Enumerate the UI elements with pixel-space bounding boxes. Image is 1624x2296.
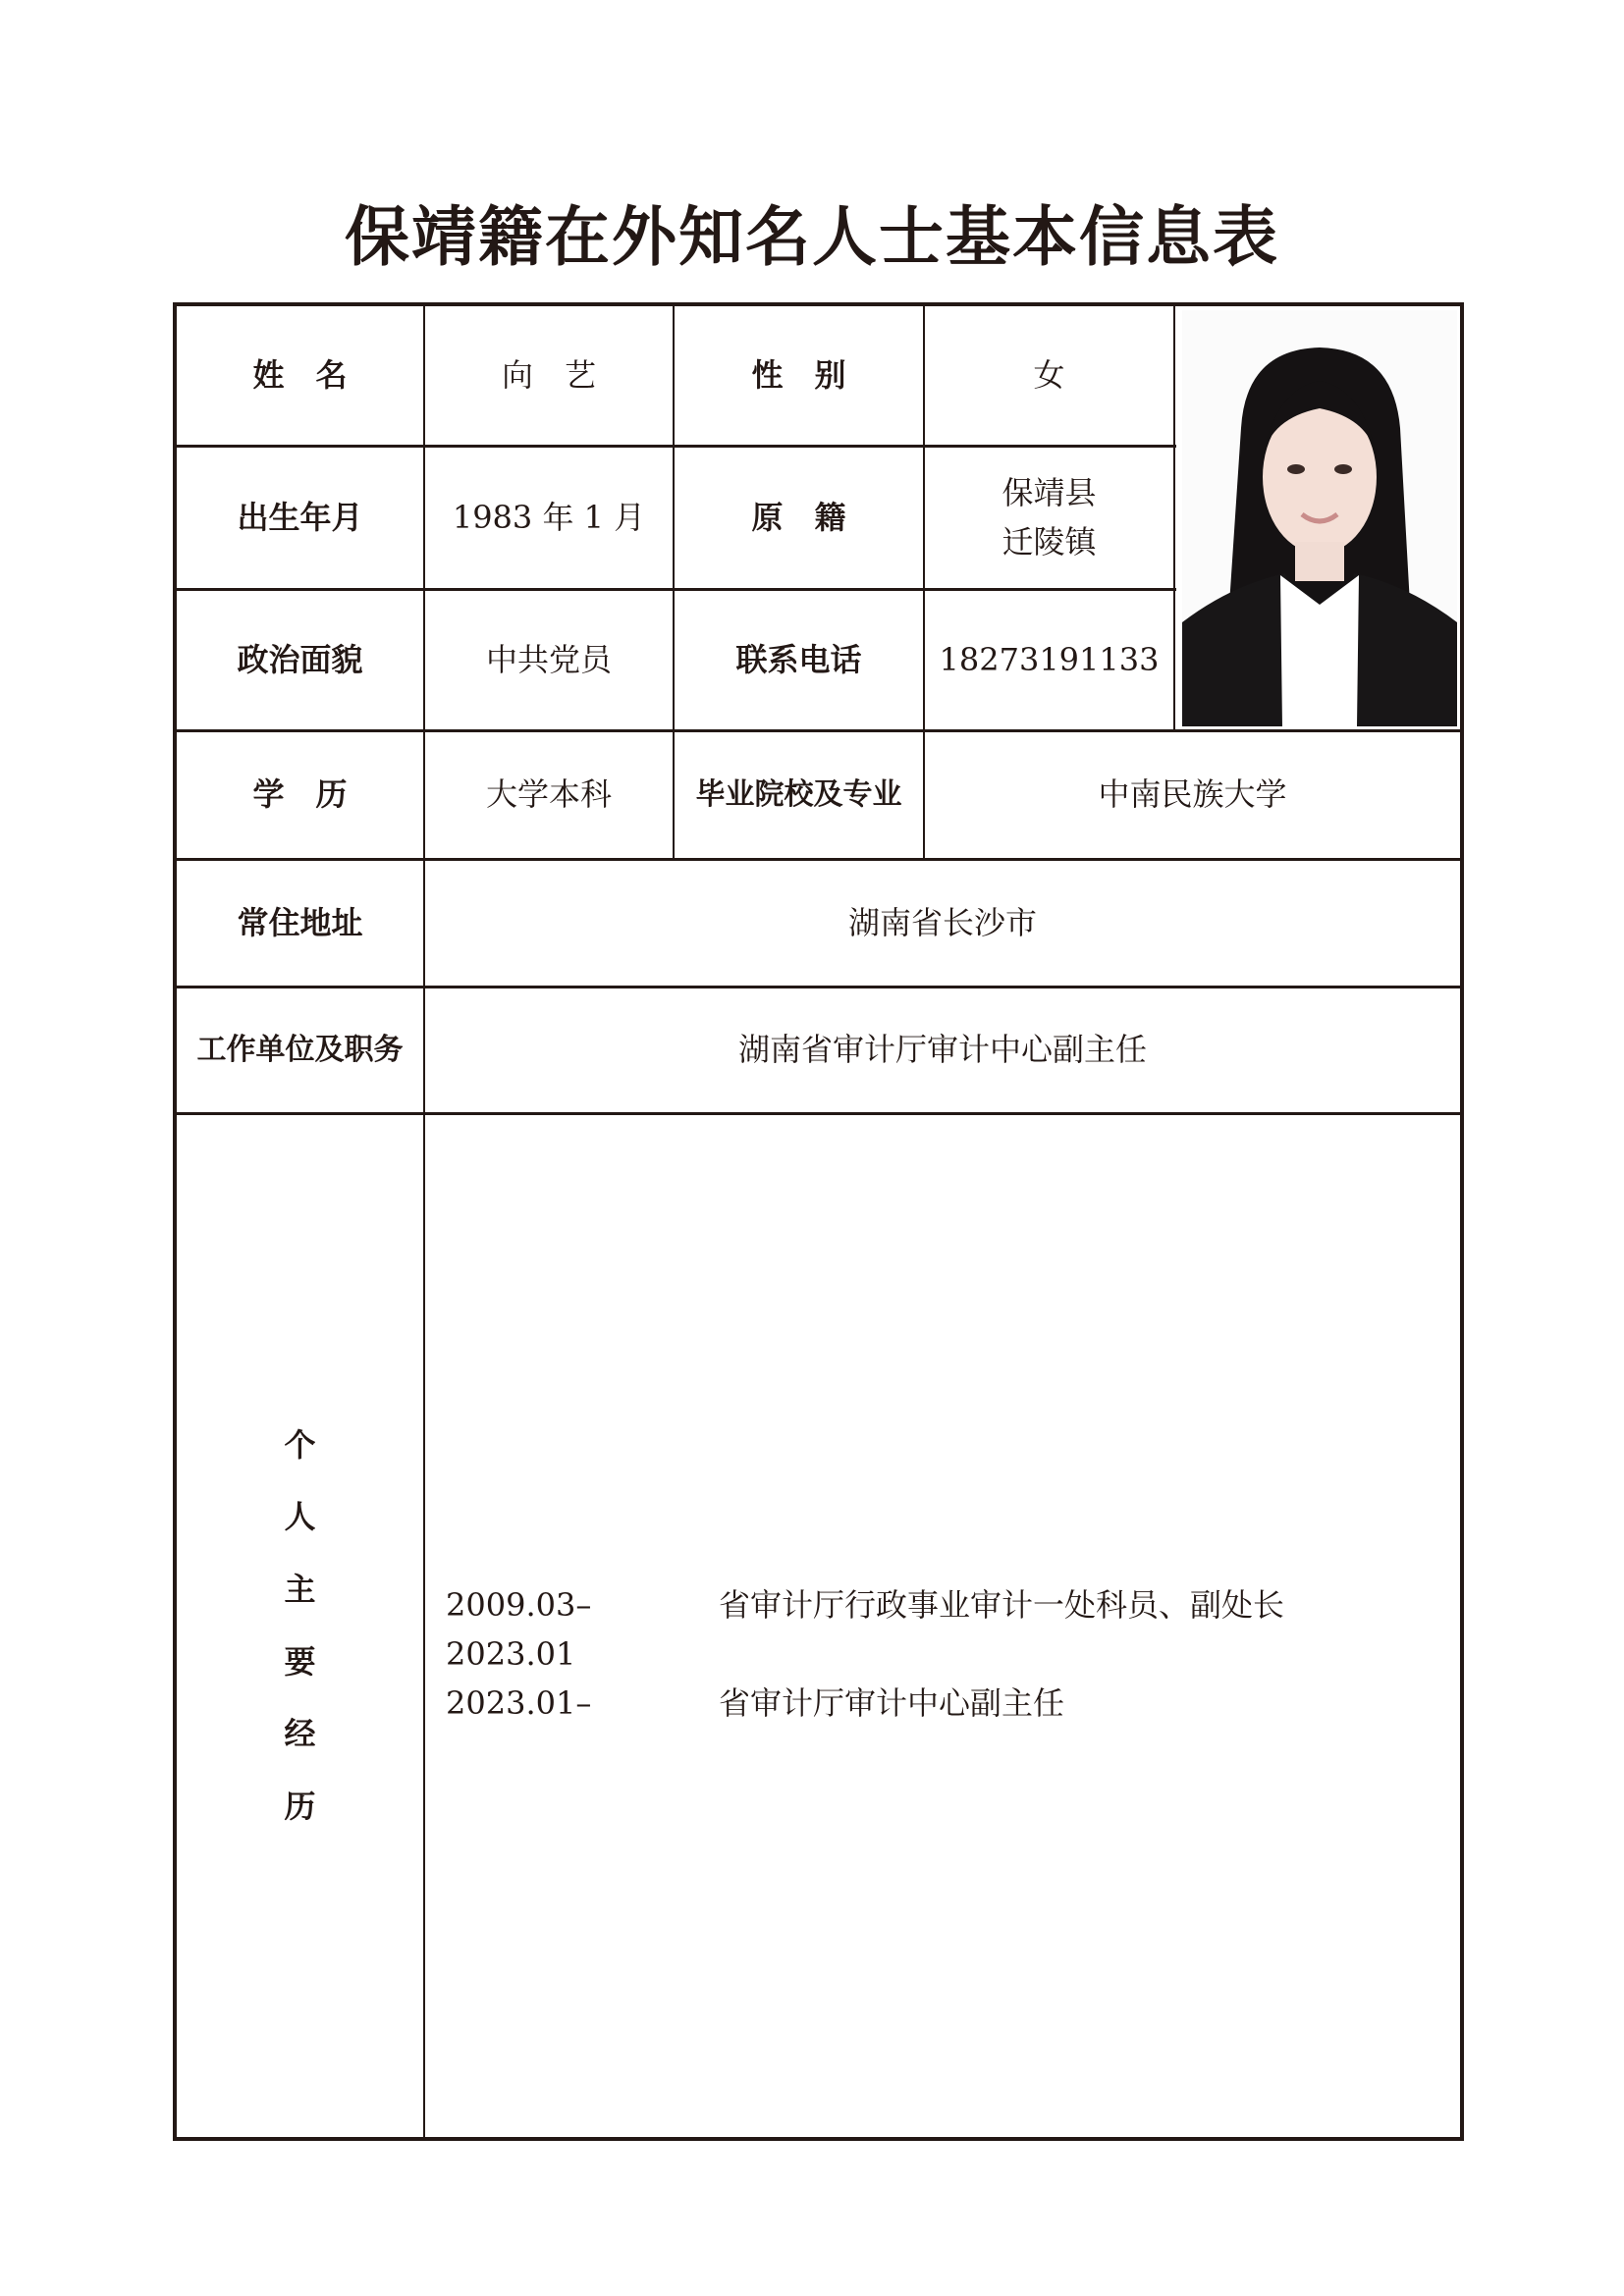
political-label: 政治面貌 <box>237 640 363 678</box>
education-label: 学 历 <box>252 775 348 814</box>
experience-label-char: 主 <box>284 1570 316 1608</box>
origin-value-line1: 保靖县 <box>1001 473 1097 511</box>
address-label: 常住地址 <box>237 903 363 941</box>
portrait-photo <box>1182 310 1457 726</box>
phone-label: 联系电话 <box>735 640 862 678</box>
work-label: 工作单位及职务 <box>196 1032 404 1067</box>
experience-label-char: 历 <box>284 1787 316 1825</box>
experience-description: 省审计厅行政事业审计一处科员、副处长 <box>719 1586 1285 1624</box>
address-value: 湖南省长沙市 <box>847 903 1037 941</box>
work-value: 湖南省审计厅审计中心副主任 <box>737 1031 1147 1069</box>
origin-value-line2: 迁陵镇 <box>1001 522 1097 561</box>
experience-label-char: 个 <box>284 1425 316 1464</box>
experience-label-char: 人 <box>284 1498 316 1536</box>
school-value: 中南民族大学 <box>1098 775 1287 814</box>
name-value: 向 艺 <box>501 355 596 394</box>
experience-label-char: 经 <box>284 1715 316 1753</box>
experience-period: 2023.01– <box>446 1684 592 1722</box>
education-value: 大学本科 <box>485 775 612 814</box>
col-divider <box>1173 302 1175 730</box>
birth-value: 1983 年 1 月 <box>452 498 646 536</box>
gender-value: 女 <box>1033 355 1065 394</box>
experience-label-char: 要 <box>284 1642 316 1681</box>
experience-description: 省审计厅审计中心副主任 <box>719 1684 1065 1722</box>
birth-label: 出生年月 <box>237 498 363 536</box>
phone-value: 18273191133 <box>939 640 1160 678</box>
political-value: 中共党员 <box>485 640 612 678</box>
origin-label: 原 籍 <box>751 498 846 536</box>
experience-entry <box>446 1679 1284 1728</box>
experience-label <box>177 1115 423 2137</box>
document-title: 保靖籍在外知名人士基本信息表 <box>345 198 1279 275</box>
portrait-image <box>1182 310 1457 726</box>
experience-list <box>446 1580 1284 1728</box>
name-label: 姓 名 <box>252 355 348 394</box>
experience-period: 2009.03–2023.01 <box>446 1586 592 1673</box>
experience-entry <box>446 1580 1284 1679</box>
origin-value <box>925 448 1173 588</box>
gender-label: 性 别 <box>751 355 846 394</box>
school-label: 毕业院校及专业 <box>695 776 902 812</box>
